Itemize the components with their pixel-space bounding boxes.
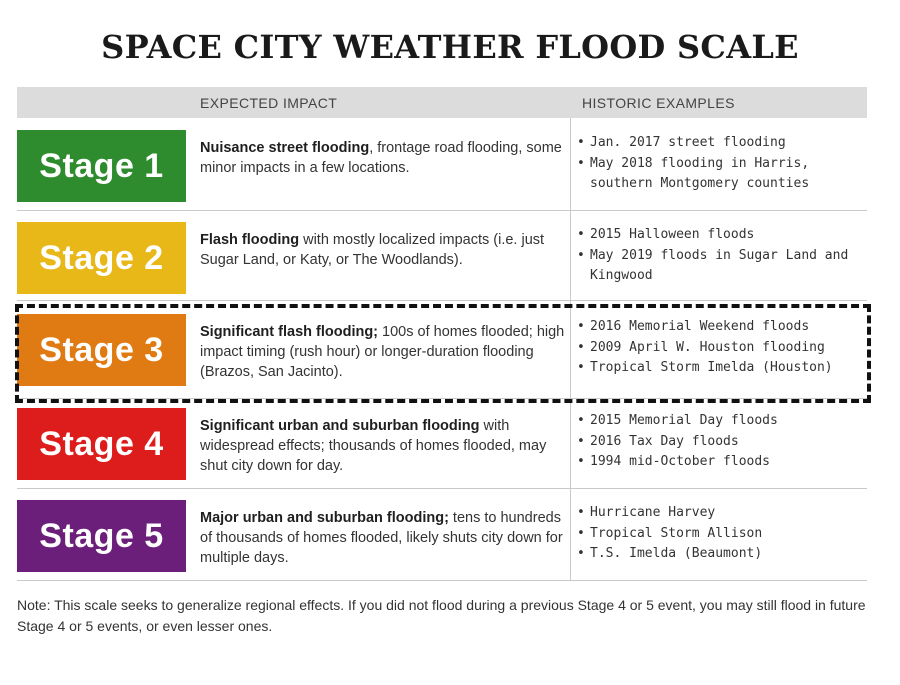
impact-rest: with widespread effects; thousands of homes flooded, may shut city down for day.	[200, 418, 547, 474]
table-row-stage-2	[17, 210, 867, 301]
historic-example: • Tropical Storm Imelda (Houston)	[577, 358, 867, 379]
historic-examples-list	[577, 503, 867, 565]
impact-rest: tens to hundreds of thousands of homes flooded, likely shuts city down for multiple days.	[200, 510, 563, 566]
historic-example: • May 2019 floods in Sugar Land and Kingwood	[577, 246, 867, 287]
stage-badge: Stage 3	[17, 314, 186, 386]
historic-example: • Tropical Storm Allison	[577, 524, 867, 545]
historic-example: • May 2018 flooding in Harris, southern Montgomery counties	[577, 154, 867, 195]
historic-example: • 2015 Memorial Day floods	[577, 411, 867, 432]
impact-text	[200, 416, 570, 476]
header-expected-impact: EXPECTED IMPACT	[200, 95, 338, 111]
page-title: SPACE CITY WEATHER FLOOD SCALE	[101, 28, 799, 66]
row-divider	[17, 580, 867, 581]
impact-text	[200, 230, 570, 270]
impact-bold: Nuisance street flooding	[200, 140, 370, 156]
highlight-dashed-border	[15, 304, 871, 403]
stage-badge: Stage 1	[17, 130, 186, 202]
historic-example: • Jan. 2017 street flooding	[577, 133, 867, 154]
historic-example: • 2016 Tax Day floods	[577, 432, 867, 453]
stage-badge: Stage 2	[17, 222, 186, 294]
impact-bold: Major urban and suburban flooding;	[200, 510, 449, 526]
impact-bold: Flash flooding	[200, 232, 300, 248]
header-historic-examples: HISTORIC EXAMPLES	[582, 95, 735, 111]
historic-examples-list	[577, 225, 867, 287]
impact-bold: Significant urban and suburban flooding	[200, 418, 480, 434]
historic-examples-list	[577, 133, 867, 195]
table-row-stage-4	[17, 396, 867, 487]
stage-badge: Stage 5	[17, 500, 186, 572]
table-row-stage-5	[17, 488, 867, 579]
historic-example: • 2015 Halloween floods	[577, 225, 867, 246]
historic-example: • T.S. Imelda (Beaumont)	[577, 544, 867, 565]
table-row-stage-1	[17, 118, 867, 209]
impact-rest: , frontage road flooding, some minor impacts in a few locations.	[200, 140, 562, 176]
table-header	[17, 87, 867, 118]
historic-example: • 1994 mid-October floods	[577, 452, 867, 473]
impact-text	[200, 508, 570, 568]
impact-rest: with mostly localized impacts (i.e. just Sugar Land, or Katy, or The Woodlands).	[200, 232, 545, 268]
impact-rest: 100s of homes flooded; high impact timing (rush hour) or longer-duration flooding (Brazos, San Jacinto).	[200, 324, 565, 380]
historic-example: • 2009 April W. Houston flooding	[577, 338, 867, 359]
historic-example: • Hurricane Harvey	[577, 503, 867, 524]
impact-text	[200, 138, 570, 178]
historic-example: • 2016 Memorial Weekend floods	[577, 317, 867, 338]
footnote: Note: This scale seeks to generalize regional effects. If you did not flood during a previous Stage 4 or 5 event, you may still flood in future Stage 4 or 5 events, or even lesser ones.	[17, 597, 866, 634]
stage-badge: Stage 4	[17, 408, 186, 480]
impact-bold: Significant flash flooding;	[200, 324, 379, 340]
historic-examples-list	[577, 411, 867, 473]
